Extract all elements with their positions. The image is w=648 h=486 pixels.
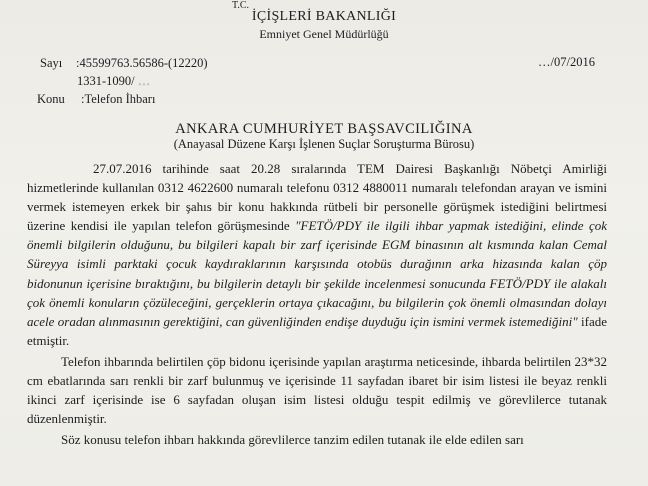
- ministry-name: İÇİŞLERİ BAKANLIĞI: [251, 9, 397, 24]
- sayi-line2: [77, 74, 150, 89]
- paragraph-2: Telefon ihbarında belirtilen çöp bidonu içerisinde yapılan araştırma neticesinde, ihbarda belirtilen 23*32 cm ebatlarında sarı renkli bir zarf bulunmuş ve içerisinde 11 sayfadan ibaret bir isim listesi ile beyaz renkli ikinci zarf içerisinde ise 6 sayfadan oluşan isim listesi olduğu tespit edilmiş ve görevlilerce tutanak düzenlenmiştir.: [27, 353, 607, 427]
- addressee-subtitle: (Anayasal Düzene Karşı İşlenen Suçlar Soruşturma Bürosu): [173, 137, 475, 151]
- konu-value: :Telefon İhbarı: [81, 92, 156, 106]
- paragraph-1-quote: "FETÖ/PDY ile ilgili ihbar yapmak istediğini, elinde çok önemli bilgilerin olduğunu, bu bilgileri kapalı bir zarf içerisinde EGM binasının alt kısmında kalan Cemal Süreyya isimli parktaki çocuk kaydıraklarının karşısında otobüs durağının arka hizasında kalan çöp bidonunun içerisine bıraktığını, bu bilgilerin detaylı bir şekilde incelenmesi sonucunda FETÖ/PDY ile alakalı çok önemli konuların çözüleceğini, gerçeklerin ortaya çıkacağını, bu bilgilerin çok önemli olmasından dolayı acele oradan alınmasının gerektiğini, can güvenliğinden endişe duyduğu için ismini vermek istemediğini": [27, 218, 607, 329]
- addressee-title: ANKARA CUMHURİYET BAŞSAVCILIĞINA: [175, 121, 473, 137]
- paragraph-1-intro: 27.07.2016 tarihinde saat 20.28 sıralarında TEM Dairesi Başkanlığı Nöbetçi Amirliği hizmetlerinde kullanılan 0312 4622600 numaralı telefonu 0312 4880011 numaralı telefondan arayan ve ismini vermek istemeyen erkek bir şahıs bir konu hakkında rütbeli bir personelle görüşmek istediğini belirtmesi üzerine kendisi ile yapılan telefon görüşmesinde: [27, 161, 607, 234]
- sayi-value: :45599763.56586-(12220): [76, 56, 208, 70]
- department-name: Emniyet Genel Müdürlüğü: [259, 27, 389, 41]
- paragraph-1-outro: ifade etmiştir.: [27, 313, 608, 348]
- paragraph-3: Söz konusu telefon ihbarı hakkında görevlilerce tanzim edilen tutanak ile elde edilen sarı: [61, 432, 524, 448]
- redacted-mark: …: [137, 74, 151, 88]
- paragraph-1: [27, 159, 607, 350]
- sayi-label: Sayı: [40, 56, 63, 70]
- konu-label: Konu: [37, 92, 65, 106]
- sayi-line2-text: 1331-1090/: [77, 74, 135, 88]
- header-tc: T.C.: [232, 0, 250, 11]
- letter-body: [27, 159, 607, 449]
- document-date: …/07/2016: [538, 55, 595, 69]
